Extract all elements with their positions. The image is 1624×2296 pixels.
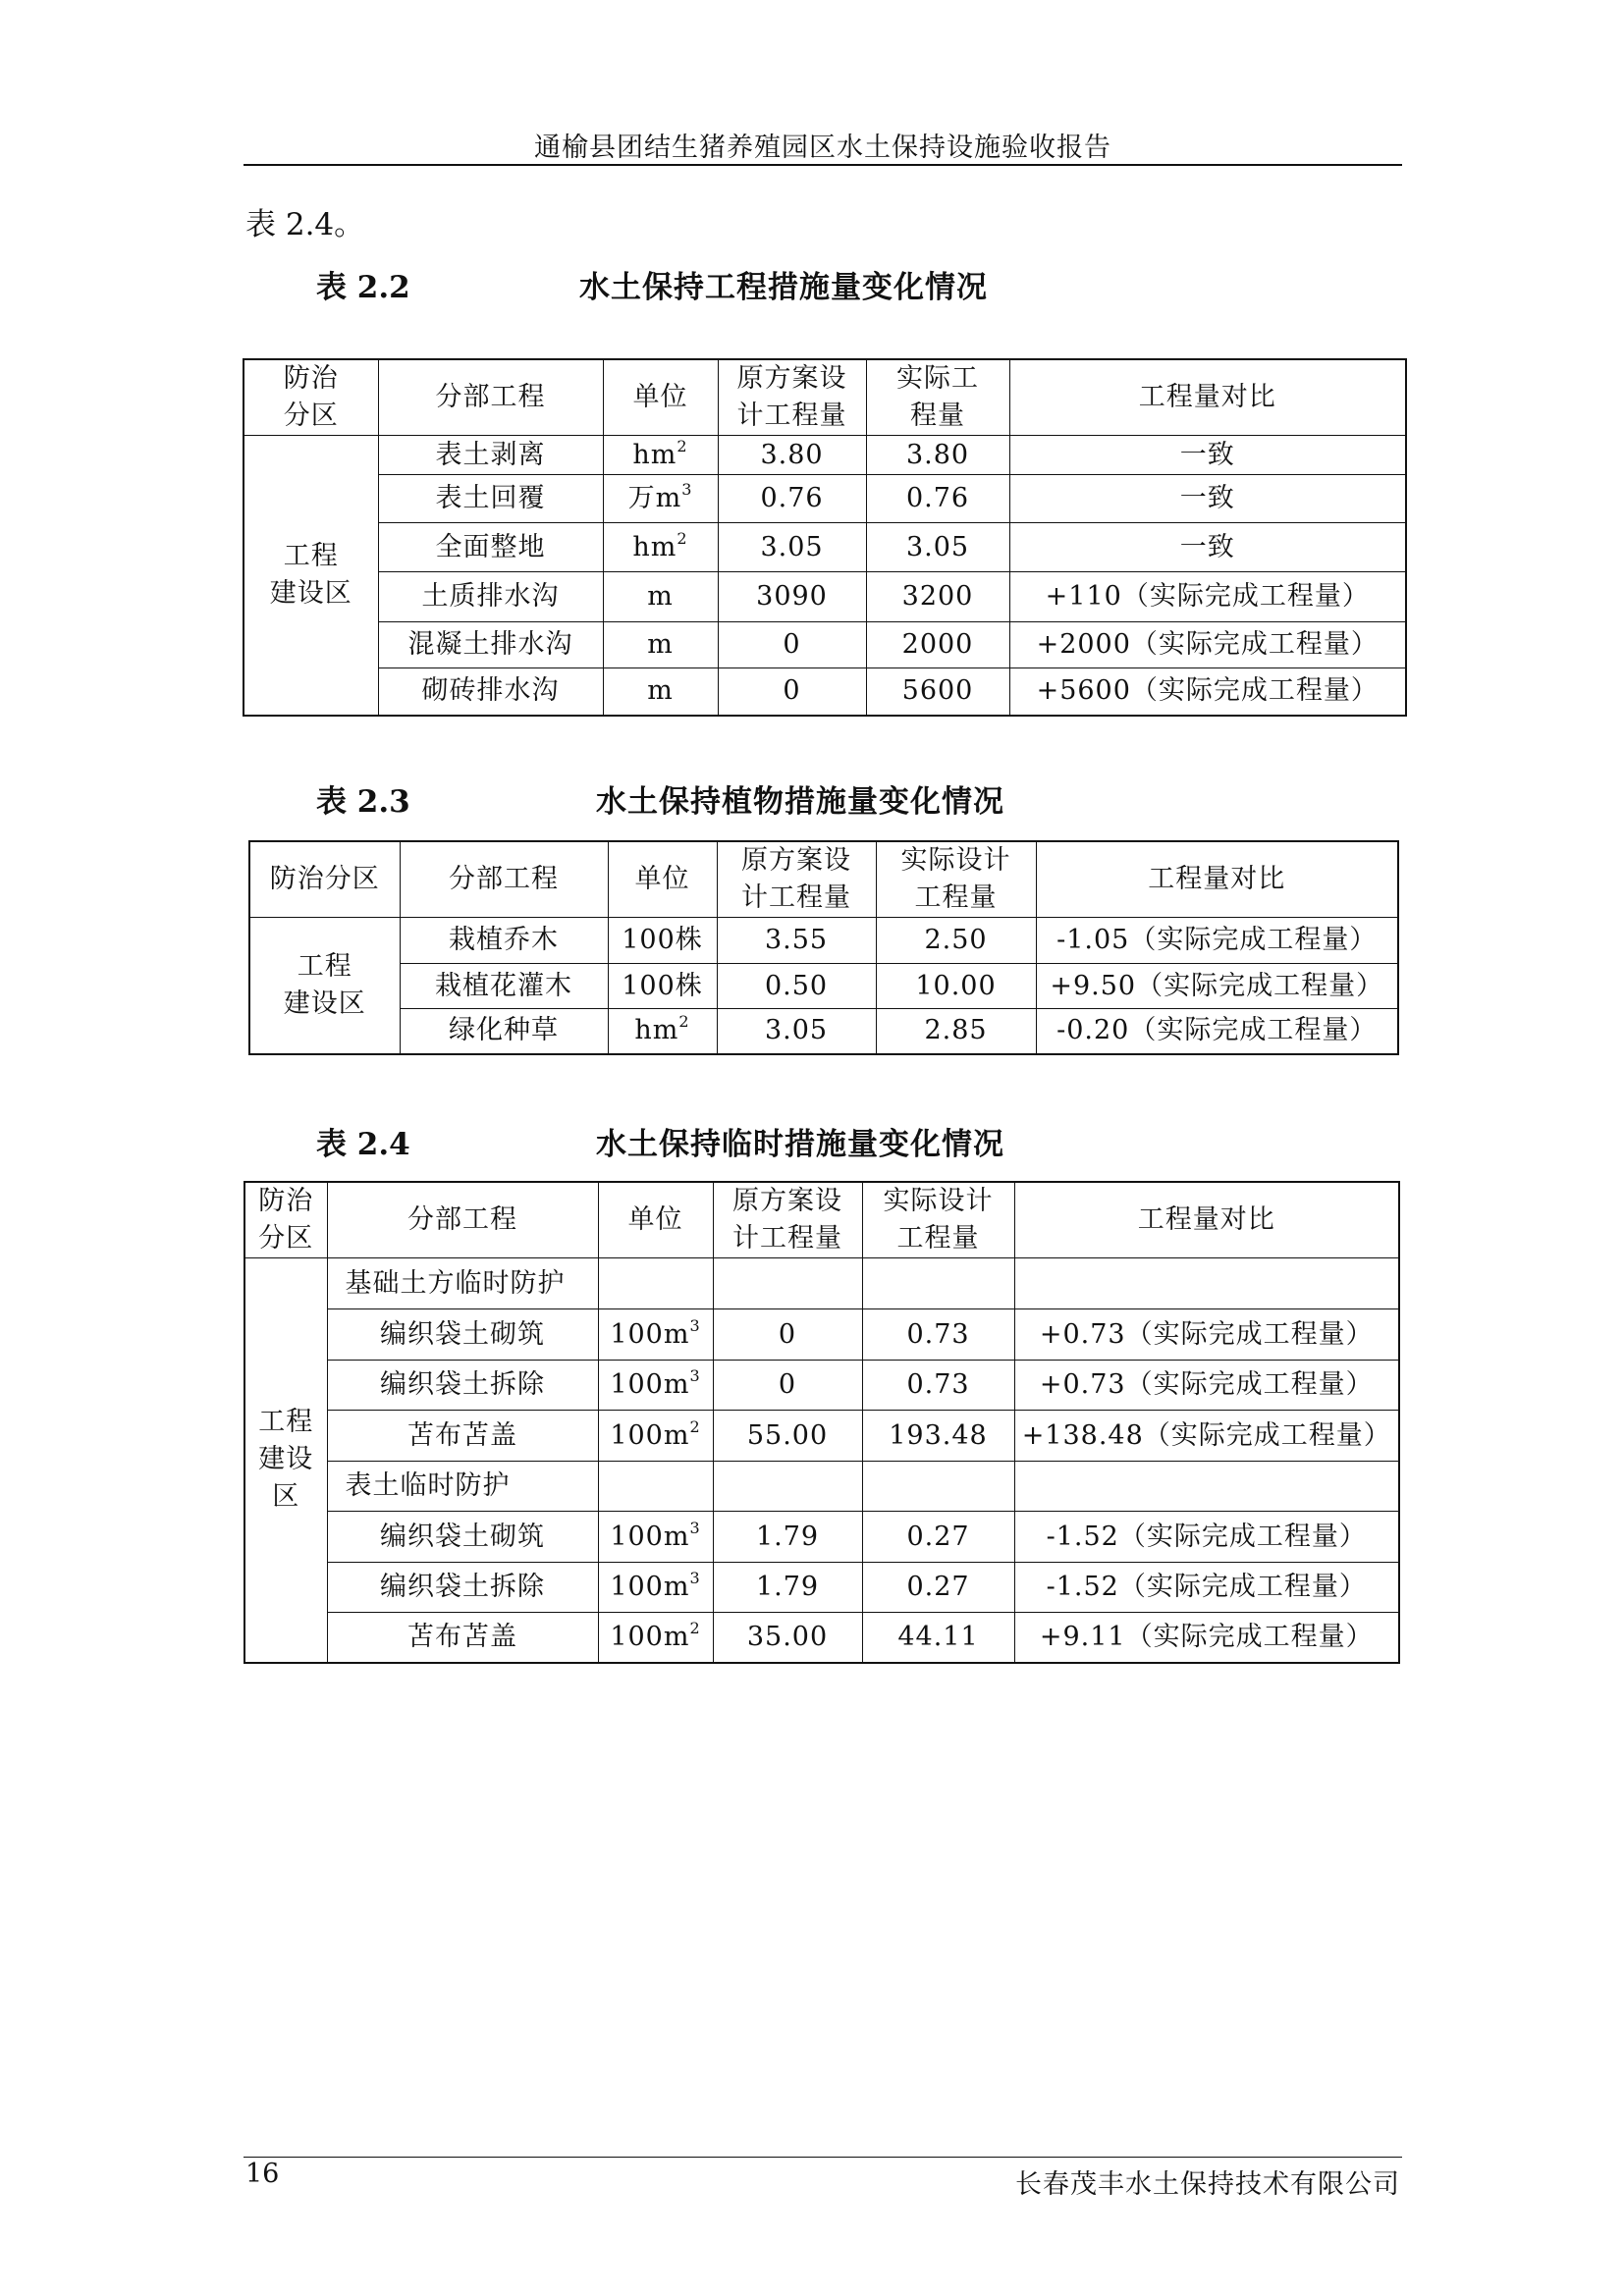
unit-text: hm [632,439,677,470]
unit-exponent: 2 [678,1012,690,1032]
zone-cell: 工程 建设 区 [244,1258,327,1663]
actual-cell: 2.85 [876,1009,1036,1054]
actual-cell: 3.80 [866,436,1009,475]
table-row [244,1309,1399,1361]
company-name: 长春茂丰水土保持技术有限公司 [1015,2169,1400,2200]
column-header-compare-col: 工程量对比 [1014,1182,1399,1258]
item-cell: 绿化种草 [400,1009,608,1054]
table-2-2-title: 水土保持工程措施量变化情况 [579,270,988,305]
unit-cell [608,918,717,964]
compare-cell: -0.20（实际完成工程量） [1036,1009,1398,1054]
unit-text: 100m [610,1621,690,1652]
page-number: 16 [245,2159,280,2189]
planned-cell: 0.76 [718,475,866,523]
actual-cell: 0.73 [862,1309,1014,1361]
unit-exponent: 3 [681,480,693,499]
unit-text: 100m [610,1521,690,1552]
item-cell: 表土剥离 [378,436,603,475]
planned-cell: 0.50 [717,964,876,1009]
unit-cell [598,1309,713,1361]
compare-cell: +9.50（实际完成工程量） [1036,964,1398,1009]
table-row [244,1563,1399,1613]
column-header-planned-col: 原方案设 计工程量 [718,359,866,436]
compare-cell: +2000（实际完成工程量） [1009,622,1406,668]
planned-cell: 3.80 [718,436,866,475]
unit-exponent: 2 [689,1618,701,1637]
column-header-item-col: 分部工程 [327,1182,598,1258]
item-cell: 苫布苫盖 [327,1613,598,1663]
compare-cell: +9.11（实际完成工程量） [1014,1613,1399,1663]
actual-cell: 0.73 [862,1361,1014,1411]
unit-cell [598,1361,713,1411]
table-2-2 [243,358,1407,717]
table-row [244,436,1406,475]
item-cell: 砌砖排水沟 [378,668,603,716]
unit-exponent: 2 [689,1416,701,1436]
unit-text: 100m [610,1419,690,1451]
unit-text: m [647,675,674,707]
planned-cell: 0 [718,668,866,716]
column-header-planned-col: 原方案设 计工程量 [717,841,876,918]
planned-cell [713,1462,862,1512]
unit-text: hm [634,1015,679,1046]
planned-cell: 3.55 [717,918,876,964]
column-header-actual-col: 实际工 程量 [866,359,1009,436]
unit-exponent: 2 [677,528,688,548]
unit-cell [598,1563,713,1613]
actual-cell: 0.27 [862,1512,1014,1563]
table-row [244,1361,1399,1411]
unit-exponent: 3 [689,1366,701,1385]
table-2-4 [244,1181,1400,1664]
planned-cell: 0 [713,1361,862,1411]
planned-cell: 3.05 [717,1009,876,1054]
compare-cell: 一致 [1009,523,1406,572]
unit-cell [603,572,718,622]
compare-cell: +0.73（实际完成工程量） [1014,1309,1399,1361]
table-row [249,918,1398,964]
actual-cell: 3200 [866,572,1009,622]
actual-cell: 44.11 [862,1613,1014,1663]
item-cell: 表土回覆 [378,475,603,523]
planned-cell: 0 [718,622,866,668]
compare-cell: +110（实际完成工程量） [1009,572,1406,622]
table-row [244,523,1406,572]
table-row [249,964,1398,1009]
planned-cell [713,1258,862,1309]
item-cell: 编织袋土拆除 [327,1563,598,1613]
actual-cell: 10.00 [876,964,1036,1009]
unit-text: m [647,629,674,660]
compare-cell [1014,1462,1399,1512]
compare-cell: -1.05（实际完成工程量） [1036,918,1398,964]
unit-cell [608,1009,717,1054]
unit-text: 100m [610,1369,690,1400]
table-row [249,1009,1398,1054]
planned-cell: 0 [713,1309,862,1361]
item-cell: 全面整地 [378,523,603,572]
intro-text: 表 2.4。 [245,207,365,242]
compare-cell [1014,1258,1399,1309]
compare-cell: 一致 [1009,436,1406,475]
table-row [244,572,1406,622]
header-row [249,841,1398,918]
table-2-2-number: 表 2.2 [316,270,410,305]
planned-cell: 35.00 [713,1613,862,1663]
item-cell: 编织袋土砌筑 [327,1512,598,1563]
unit-cell [603,668,718,716]
unit-cell [598,1258,713,1309]
header-row [244,1182,1399,1258]
compare-cell: +5600（实际完成工程量） [1009,668,1406,716]
compare-cell: +138.48（实际完成工程量） [1014,1411,1399,1462]
planned-cell: 3090 [718,572,866,622]
item-cell: 栽植乔木 [400,918,608,964]
table-row [244,668,1406,716]
unit-text: 100m [610,1318,690,1350]
table-row [244,622,1406,668]
unit-text: 万m [627,483,682,513]
zone-cell: 工程 建设区 [244,436,378,716]
unit-text: hm [632,531,677,562]
table-2-4-number: 表 2.4 [316,1127,410,1162]
table-row [244,475,1406,523]
unit-cell [603,475,718,523]
column-header-planned-col: 原方案设 计工程量 [713,1182,862,1258]
unit-cell [598,1411,713,1462]
table-2-3-number: 表 2.3 [316,784,410,820]
actual-cell: 3.05 [866,523,1009,572]
table-2-4-title: 水土保持临时措施量变化情况 [596,1127,1004,1162]
table-row [244,1462,1399,1512]
unit-exponent: 3 [689,1569,701,1587]
unit-cell [608,964,717,1009]
column-header-actual-col: 实际设计 工程量 [876,841,1036,918]
planned-cell: 1.79 [713,1563,862,1613]
unit-text: m [647,581,674,612]
unit-text: 100m [610,1572,690,1602]
table-row [244,1512,1399,1563]
unit-cell [598,1512,713,1563]
column-header-actual-col: 实际设计 工程量 [862,1182,1014,1258]
item-cell: 栽植花灌木 [400,964,608,1009]
compare-cell: -1.52（实际完成工程量） [1014,1512,1399,1563]
actual-cell: 2000 [866,622,1009,668]
unit-cell [598,1613,713,1663]
column-header-item-col: 分部工程 [400,841,608,918]
column-header-unit-col: 单位 [603,359,718,436]
table-row [244,1258,1399,1309]
actual-cell [862,1462,1014,1512]
unit-text: 100株 [622,925,703,955]
footer-rule [244,2157,1402,2158]
column-header-unit-col: 单位 [598,1182,713,1258]
unit-exponent: 3 [689,1315,701,1335]
column-header-compare-col: 工程量对比 [1036,841,1398,918]
table-2-3-title: 水土保持植物措施量变化情况 [596,784,1004,820]
compare-cell: 一致 [1009,475,1406,523]
compare-cell: +0.73（实际完成工程量） [1014,1361,1399,1411]
unit-cell [603,622,718,668]
column-header-zone-col: 防治 分区 [244,1182,327,1258]
actual-cell: 0.76 [866,475,1009,523]
item-cell: 基础土方临时防护 [327,1258,598,1309]
zone-cell: 工程 建设区 [249,918,400,1054]
actual-cell [862,1258,1014,1309]
column-header-compare-col: 工程量对比 [1009,359,1406,436]
table-2-3 [248,840,1399,1055]
unit-exponent: 3 [689,1518,701,1537]
planned-cell: 1.79 [713,1512,862,1563]
planned-cell: 3.05 [718,523,866,572]
unit-text: 100株 [622,970,703,1001]
actual-cell: 2.50 [876,918,1036,964]
page-header-title: 通榆县团结生猪养殖园区水土保持设施验收报告 [534,133,1111,163]
item-cell: 混凝土排水沟 [378,622,603,668]
unit-cell [603,436,718,475]
column-header-zone-col: 防治分区 [249,841,400,918]
table-row [244,1613,1399,1663]
unit-cell [598,1462,713,1512]
header-rule [244,164,1402,166]
compare-cell: -1.52（实际完成工程量） [1014,1563,1399,1613]
planned-cell: 55.00 [713,1411,862,1462]
column-header-unit-col: 单位 [608,841,717,918]
unit-exponent: 2 [677,436,688,455]
item-cell: 编织袋土砌筑 [327,1309,598,1361]
item-cell: 土质排水沟 [378,572,603,622]
unit-cell [603,523,718,572]
actual-cell: 0.27 [862,1563,1014,1613]
item-cell: 表土临时防护 [327,1462,598,1512]
actual-cell: 5600 [866,668,1009,716]
item-cell: 编织袋土拆除 [327,1361,598,1411]
item-cell: 苫布苫盖 [327,1411,598,1462]
table-row [244,1411,1399,1462]
column-header-item-col: 分部工程 [378,359,603,436]
column-header-zone-col: 防治 分区 [244,359,378,436]
header-row [244,359,1406,436]
actual-cell: 193.48 [862,1411,1014,1462]
